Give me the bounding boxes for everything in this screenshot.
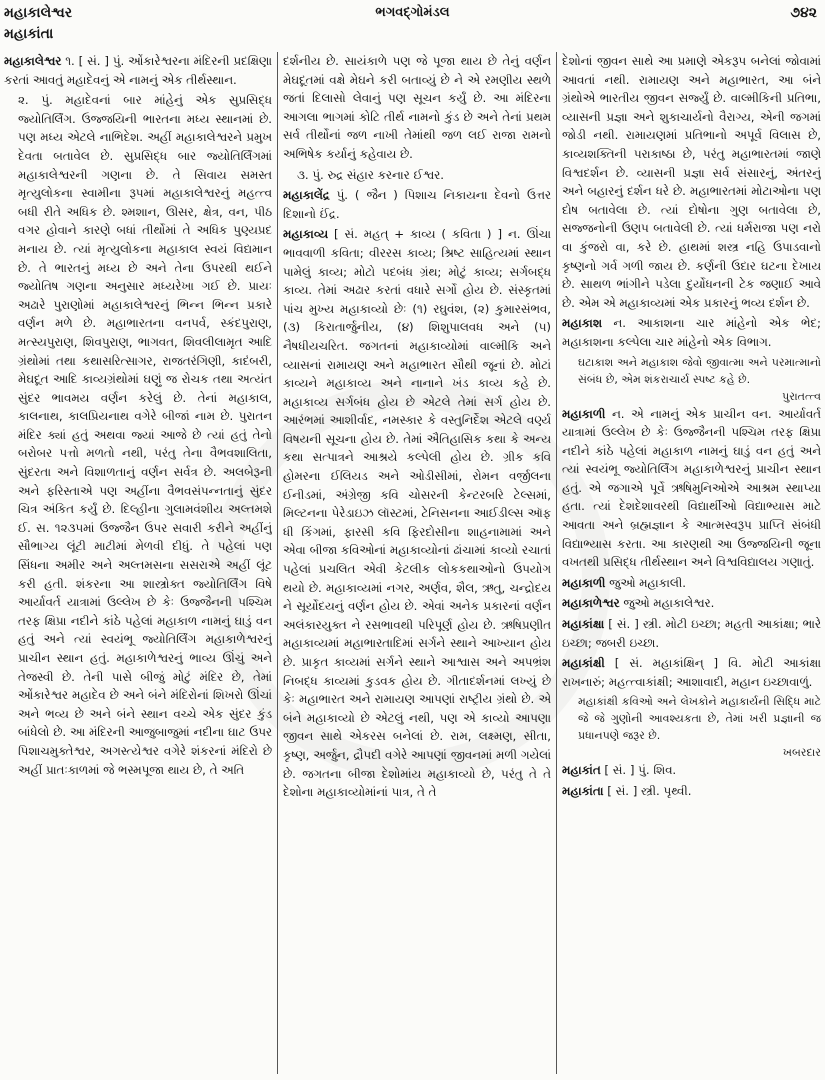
- headword: મહાકાલેશ્વર: [4, 54, 62, 68]
- guide-word-top: મહાકાલેશ્વર: [4, 5, 73, 21]
- headword: મહાકાશ: [562, 316, 602, 331]
- headword: મહાકાંતા: [562, 784, 604, 798]
- entry-mahakali: [562, 574, 821, 593]
- entry-mahakali-van: [562, 405, 821, 572]
- quotation-text: મહાકાંક્ષી કવિઓ અને લેખકોને મહાકાર્યની સિદ્ધિ માટે જે જે ગુણોની આવશ્યકતા છે, તેમાં ખરી પ્રજ્ઞાની જ પ્રધાનપણે જરૂર છે.: [578, 695, 821, 743]
- headword: મહાકાળી: [562, 575, 606, 590]
- column-1: [4, 52, 272, 1076]
- entry-mahakaleshwar-ref: [562, 594, 821, 613]
- column-2: [283, 52, 551, 1076]
- quotation-source: પુરાતત્ત્વ: [782, 389, 821, 403]
- headword: મહાકાવ્ય: [283, 227, 329, 242]
- headword: મહાકાંક્ષી: [562, 656, 605, 671]
- cross-reference: જુઓ મહાકાલેશ્વર.: [623, 596, 715, 611]
- entry-mahakash: [562, 314, 821, 351]
- definition: [ સં. ] સ્ત્રી. પૃથ્વી.: [607, 784, 692, 798]
- page-number: ૭૪૨: [790, 5, 817, 21]
- headword: મહાકાલેંદ્ર: [283, 188, 330, 203]
- entry-mahakalendra: [283, 186, 551, 223]
- definition-paragraph: દેશોનાં જીવન સાથે આ પ્રમાણે એકરૂપ બનેલાં જોવામાં આવતાં નથી. રામાયણ અને મહાભારત, આ બંને ગ્રંથોએ ભારતીય જીવન સર્જ્યું છે. વાલ્મીકિની પ્રતિભા, વ્યાસની પ્રજ્ઞા અને શુકાચાર્યનો વૈરાગ્ય, એની જગમાં જોડી નથી. રામાયણમાં પ્રતિભાનો અપૂર્વ વિલાસ છે, કાવ્યશક્તિની પરાકાષ્ઠા છે, પરંતુ મહાભારતમાં જાણે વિશ્વદર્શન છે. વ્યાસની પ્રજ્ઞા સર્વ સંસારનું, અંતરનું અને બહારનું દર્શન ધરે છે. મહાભારતમાં મોટાઓના પણ દોષ બતાવેલા છે. ત્યાં દોષોના ગુણ બતાવેલા છે, સજ્જનોની ઉણપ બતાવેલી છે. ત્યાં ધર્મરાજા પણ નરો વા કુંજરો વા, કરે છે. હાથમાં શસ્ત્ર નહિ ઉપાડવાનો કૃષ્ણનો ગર્વ ગળી જાય છે. કર્ણની ઉદાર ઘટના દેખાય છે. સાથળ ભાંગીને પડેલા દુર્યોધનની ટેક જણાઈ આવે છે. એમ એ મહાકાવ્યમાં એક પ્રકારનું ભવ્ય દર્શન છે.: [562, 54, 821, 310]
- definition: પું. ( જૈન ) પિશાચ નિકાયના દેવનો ઉત્તર દિશાનો ઈંદ્ર.: [283, 188, 551, 221]
- definition: [ સં. મહાકાંક્ષિન્ ] વિ. મોટી આકાંક્ષા રાખનારું; મહત્ત્વાકાંક્ષી; આશાવાદી, મહાન ઇચ્છાવાળું.: [562, 656, 821, 689]
- quotation: [562, 354, 821, 405]
- entry-mahakant: [562, 761, 821, 780]
- guide-word-bottom: મહાકાંતા: [4, 26, 54, 42]
- definition-paragraph: ૨. પું. મહાદેવનાં બાર માંહેનું એક સુપ્રસિદ્ધ જ્યોતિર્લિંગ. ઉજ્જયિની ભારતના મધ્ય સ્થાનમાં છે. પણ મધ્ય એટલે નાભિદેશ. અહીં મહાકાલેશ્વરને પ્રમુખ દેવતા બતાવેલ છે. સુપ્રસિદ્ધ બાર જ્યોતિર્લિંગમાં મહાકાલેશ્વરની ગણના છે. તે સિવાય સમસ્ત મૃત્યુલોકના સ્વામીના રૂપમાં મહાકાલેશ્વરનું મહત્ત્વ બધી રીતે અધિક છે. શ્મશાન, ઊસર, ક્ષેત્ર, વન, પીઠ વગર હોવાને કારણે બધાં તીર્થોમાં તે અધિક પુણ્યપ્રદ મનાય છે. ત્યાં મૃત્યુલોકના મહાકાલ સ્વયં વિદ્યમાન છે. તે ભારતનું મધ્ય છે અને તેના ઉપરથી થઈને જ્યોતિષ ગણના અનુસાર મધ્યરેખા ગઈ છે. પ્રાયઃ અઢારે પુરાણોમાં મહાકાલેશ્વરનું ભિન્ન ભિન્ન પ્રકારે વર્ણન મળે છે. મહાભારતના વનપર્વ, સ્કંદપુરાણ, મત્સ્યપુરાણ, શિવપુરાણ, ભાગવત, શિવલીલામૃત આદિ ગ્રંથોમાં તથા કથાસરિત્સાગર, રાજતરંગિણી, કાદંબરી, મેઘદૂત આદિ કાવ્યગ્રંથોમાં ઘણું જ રોચક તથા અત્યંત સુંદર ભાવમય વર્ણન કરેલું છે. તેનાં મહાકાલ, કાલનાથ, કાલપ્રિયનાથ વગેરે બીજાં નામ છે. પુરાતન મંદિર ક્યાં હતું અથવા જ્યાં આજે છે ત્યાં હતું તેનો બરોબર પત્તો મળતો નથી, પરંતુ તેના વૈભવશાલિતા, સુંદરતા અને વિશાળતાનું વર્ણન સર્વત્ર છે. અલબેરૂની અને ફરિસ્તાએ પણ અહીંના વૈભવસંપન્નતાનું સુંદર ચિત્ર અંકિત કર્યું છે. દિલ્હીના ગુલામવંશીય અલ્તમશે ઈ. સ. ૧૨૩૫માં ઉજ્જૈન ઉપર સવારી કરીને અહીંનું સૌભાગ્ય લૂંટી માટીમાં મેળવી દીધું. તે પહેલાં પણ સિંધના અમીર અને અલ્તમસના સસરાએ અહીં લૂંટ કરી હતી. શંકરના આ શાસ્ત્રોક્ત જ્યોતિર્લિંગ વિષે આર્યાવર્ત યાત્રામાં ઉલ્લેખ છે કેઃ ઉજ્જૈનની પશ્ચિમ તરફ ક્ષિપ્રા નદીને કાંઠે પહેલાં મહાકાળ નામનું ઘાડું વન હતું અને ત્યાં સ્વયંભૂ જ્યોતિર્લિંગ મહાકાળેશ્વરનું પ્રાચીન સ્થાન હતું. મહાકાળેશ્વરનું ભાવ્ય ઊંચું અને તેજસ્વી છે. તેની પાસે બીજું મોટું મંદિર છે, તેમાં ઓંકારેશ્વર મહાદેવ છે અને બંને મંદિરોનાં શિખરો ઊંચાં અને ભવ્ય છે અને બંને સ્થાન વચ્ચે એક સુંદર કુંડ બાંધેલો છે. આ મંદિરની આજુબાજુમાં નદીના ઘાટ ઉપર પિશાચમુક્તેશ્વર, અગસ્ત્યેશ્વર વગેરે શંકરનાં મંદિરો છે અહીં પ્રાતઃકાળમાં જે ભસ્મપૂજા થાય છે, તે અતિ: [18, 93, 272, 777]
- definition: [ સં. ] સ્ત્રી. મોટી ઇચ્છા; મહતી આકાંક્ષા; ભારે ઇચ્છા; જબરી ઇચ્છા.: [562, 617, 821, 650]
- definition: [ સં. મહત્ + કાવ્ય ( કવિતા ) ] ન. ઊંચા ભાવવાળી કવિતા; વીરરસ કાવ્ય; શ્રિષ્ટ સાહિત્યમાં સ્થાન પામેલું કાવ્ય; મોટો પદબંધ ગ્રંથ; મોટું કાવ્ય; સર્ગબદ્ધ કાવ્ય. તેમાં અઢાર કરતાં વધારે સર્ગો હોય છે. સંસ્કૃતમાં પાંચ મુખ્ય મહાકાવ્યો છેઃ (૧) રઘુવંશ, (૨) કુમારસંભવ, (૩) કિરાતાર્જુનીય, (૪) શિશુપાલવધ અને (૫) નૈષધીયચરિત. જગતનાં મહાકાવ્યોમાં વાલ્મીકિ અને વ્યાસનાં રામાયણ અને મહાભારત સૌથી જૂનાં છે. મોટાં કાવ્યને મહાકાવ્ય અને નાનાને ખંડ કાવ્ય કહે છે. મહાકાવ્ય સર્ગબંધ હોય છે એટલે તેમાં સર્ગ હોય છે. આરંભમાં આશીર્વાદ, નમસ્કાર કે વસ્તુનિર્દેશ એટલે વર્ણ્ય વિષયની સૂચના હોય છે. તેમાં ઐતિહાસિક કથા કે અન્ય કથા સત્પાત્રને આશ્રયે કલ્પેલી હોય છે. ગ્રીક કવિ હોમરના ઈલિયડ અને ઓડીસીમાં, રોમન વર્જીલના ઈનીડમાં, અંગ્રેજી કવિ ચોસરની કેન્ટરબરિ ટેલ્સમાં, મિલ્ટનના પેરેડાઇઝ લૉસ્ટમાં, ટેનિસનના આઈડીલ્સ ઑફ ધી કિંગમાં, ફારસી કવિ ફિરદોસીના શાહનામામાં અને એવા બીજા કવિઓનાં મહાકાવ્યોનાં ઢાંચામાં કાવ્યો રચાતાં પહેલાં પ્રચલિત એવી કેટલીક લોકકથાઓનો ઉપયોગ થયો છે. મહાકાવ્યમાં નગર, અર્ણવ, શૈલ, ઋતુ, ચન્દ્રોદય ને સૂર્યોદયનું વર્ણન હોય છે. એવાં અનેક પ્રકારનાં વર્ણન અલંકારયુક્ત ને રસભાવથી પરિપૂર્ણ હોય છે. ઋષિપ્રણીત મહાકાવ્યમાં મહાભારતાદિમાં સર્ગને સ્થાને આખ્યાન હોય છે. પ્રાકૃત કાવ્યમાં સર્ગને સ્થાને આશ્વાસ અને અપભ્રંશ નિબદ્ધ કાવ્યમાં કુડવક હોય છે. ગીતાદર્શનમાં લખ્યું છે કેઃ મહાભારત અને રામાયણ આપણાં રાષ્ટ્રીય ગ્રંથો છે. એ બંને મહાકાવ્યો છે એટલું નથી, પણ એ કાવ્યો આપણા જીવન સાથે એકરસ બનેલાં છે. રામ, લક્ષ્મણ, સીતા, કૃષ્ણ, અર્જુન, દ્રૌપદી વગેરે આપણાં જીવનમાં મળી ગયેલાં છે. જગતના બીજા દેશોમાંય મહાકાવ્યો છે, પરંતુ તે તે દેશોના મહાકાવ્યોમાંનાં પાત્ર, તે તે: [283, 227, 551, 800]
- quotation-text: ઘટાકાશ અને મહાકાશ જેવો જીવાત્મા અને પરમાત્માનો સંબંધ છે, એમ શંકરાચાર્ય સ્પષ્ટ કહે છે.: [578, 355, 821, 386]
- headword: મહાકાળેશ્વર: [562, 596, 620, 611]
- entry-mahakanta: [562, 782, 821, 801]
- column-divider: [277, 52, 278, 1074]
- quotation-source: ખબરદાર: [782, 746, 821, 760]
- definition: ૧. [ સં. ] પું. ઓંકારેશ્વરના મંદિરની પ્રદક્ષિણા કરતાં આવતું મહાદેવનું એ નામનું એક તીર્થસ્થાન.: [4, 54, 272, 87]
- page-header: [0, 0, 825, 50]
- entry-mahakankshi: [562, 654, 821, 691]
- entry-mahakaleshwar: [4, 52, 272, 89]
- entry-mahakavya: [283, 225, 551, 801]
- definition: [ સં. ] પું. શિવ.: [604, 763, 677, 778]
- entry-mahakanksha: [562, 615, 821, 652]
- column-divider: [556, 52, 557, 1074]
- book-title: ભગવદ્ગોમંડલ: [375, 5, 450, 20]
- definition: ન. એ નામનું એક પ્રાચીન વન. આર્યાવર્ત યાત્રામાં ઉલ્લેખ છે કેઃ ઉજ્જૈનની પશ્ચિમ તરફ ક્ષિપ્રા નદીને કાંઠે પહેલાં મહાકાળ નામનું ઘાડું વન હતું અને ત્યાં સ્વયંભૂ જ્યોતિર્લિંગ મહાકાળેશ્વરનું પ્રાચીન સ્થાન હતું. એ જગાએ પૂર્વે ઋષિમુનિઓએ આશ્રમ સ્થાપ્યા હતા. ત્યાં દેશદેશાવરથી વિદ્યાર્થીઓ વિદ્યાભ્યાસ માટે આવતા અને બ્રહ્મજ્ઞાન કે આત્મસ્વરૂપ પ્રાપ્તિ સંબંધી વિદ્યાભ્યાસ કરતા. આ કારણથી આ ઉજ્જયિની જૂના વખતથી પ્રસિદ્ધ તીર્થસ્થાન અને વિશ્વવિદ્યાલય ગણાતું.: [562, 406, 821, 570]
- headword: મહાકાંક્ષા: [562, 617, 605, 632]
- definition-paragraph: દર્શનીય છે. સાયંકાળે પણ જે પૂજા થાય છે તેનું વર્ણન મેઘદૂતમાં વક્ષે મેઘને કરી બતાવ્યું છે ને એ રમણીય સ્થળે જતાં દિલાસો લેવાનું પણ સૂચન કર્યું છે. આ મંદિરના આગલા ભાગમાં કોટિ તીર્થ નામનો કુંડ છે અને તેનાં પ્રથમ સર્વ તીર્થોનાં જળ નાખી તેમાંથી જળ લઈ રાજા રામનો અભિષેક કર્યાનું કહેવાય છે.: [283, 54, 551, 161]
- cross-reference: જુઓ મહાકાલી.: [609, 575, 686, 590]
- quotation: [562, 693, 821, 761]
- definition: ન. આકાશના ચાર માંહેનો એક ભેદ; મહાકાશના કલ્પેલા ચાર માંહેનો એક વિભાગ.: [562, 316, 821, 349]
- column-3: [562, 52, 821, 1076]
- headword: મહાકાંત: [562, 763, 601, 778]
- headword: મહાકાળી: [562, 406, 606, 421]
- definition-paragraph: ૩. પું. રુદ્ર સંહાર કરનાર ઈશ્વર.: [297, 167, 444, 182]
